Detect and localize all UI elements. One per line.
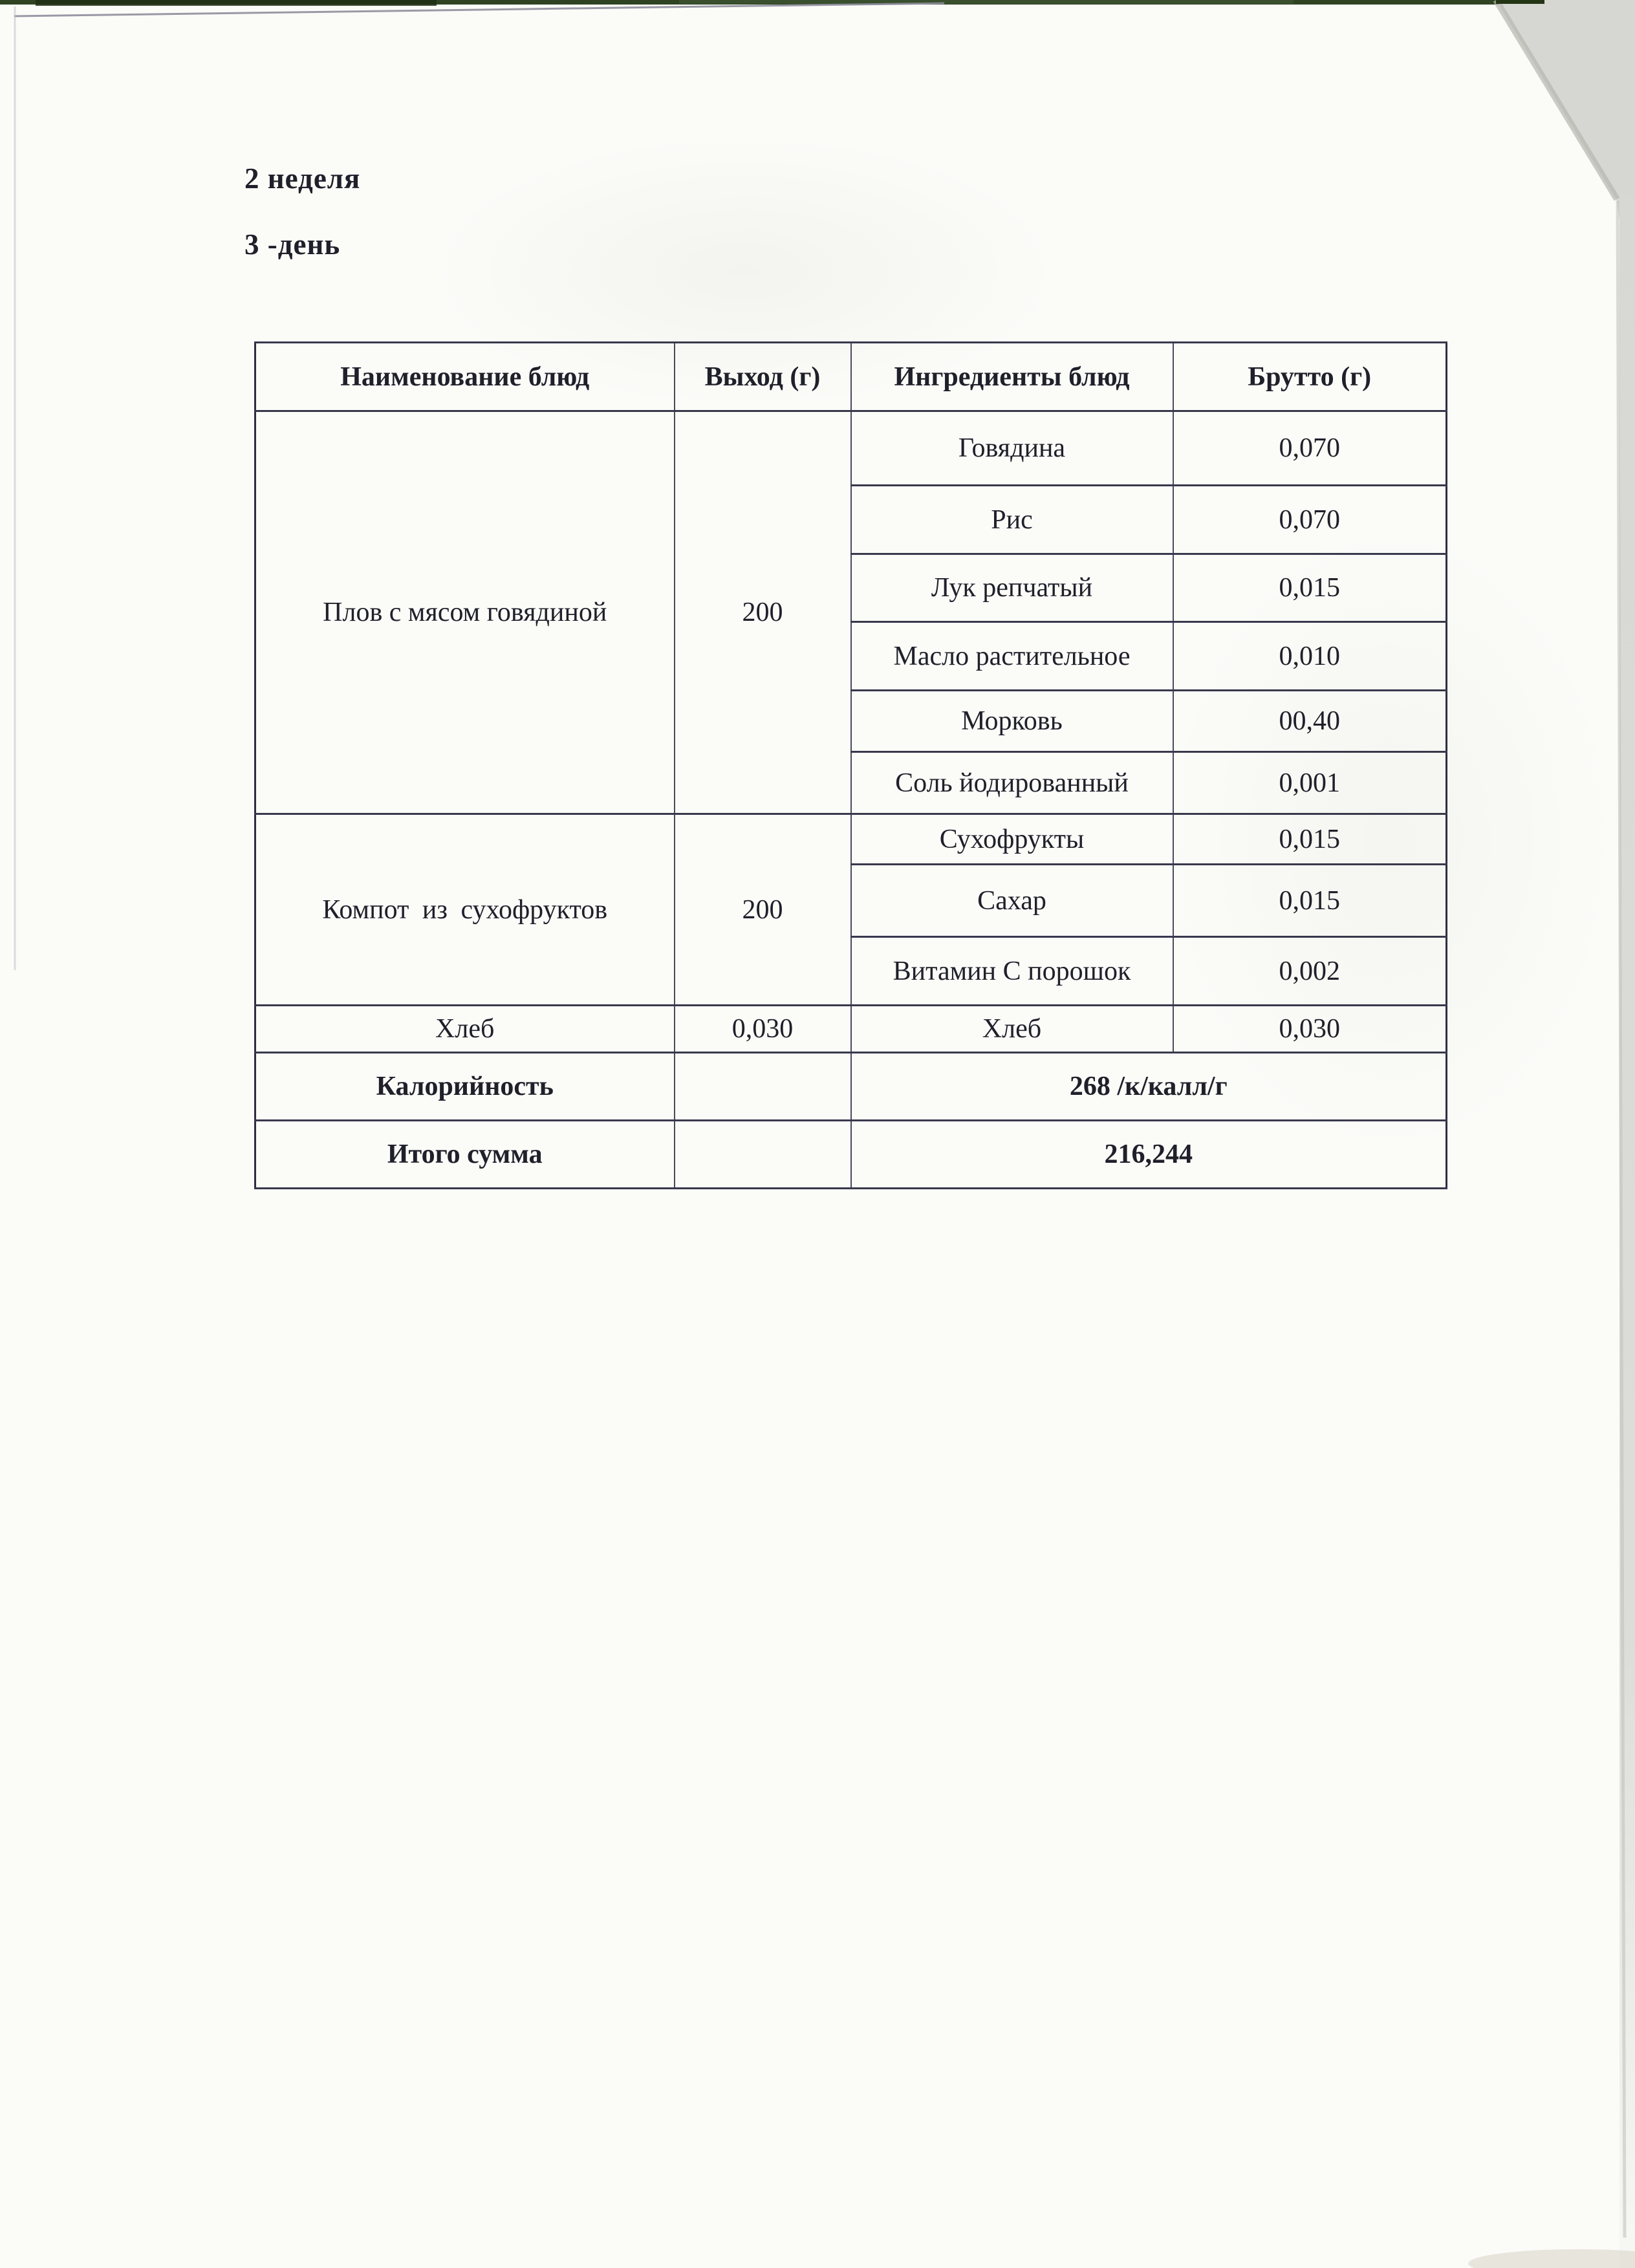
right-edge-sliver [1619,194,1635,2268]
ingredient-name-cell: Масло растительное [851,622,1173,691]
brutto-value-cell: 00,40 [1173,691,1447,752]
brutto-value-cell: 0,070 [1173,486,1447,554]
ingredient-name-cell: Сахар [851,865,1173,937]
empty-cell [675,1053,851,1121]
page-corner-fold [1496,0,1635,336]
brutto-value-cell: 0,015 [1173,814,1447,865]
calories-label: Калорийность [255,1053,675,1121]
brutto-value-cell: 0,002 [1173,937,1447,1006]
table-row [255,1006,1447,1053]
brutto-value-cell: 0,015 [1173,554,1447,622]
ingredient-name-cell: Морковь [851,691,1173,752]
col-header-ingredients: Ингредиенты блюд [851,343,1173,411]
ingredient-name-cell: Витамин С порошок [851,937,1173,1006]
ingredient-name-cell: Говядина [851,411,1173,486]
calories-value: 268 /к/калл/г [851,1053,1447,1121]
week-label: 2 неделя [244,162,361,195]
brutto-value-cell: 0,030 [1173,1006,1447,1053]
table-header-row [255,343,1447,411]
menu-table [254,341,1447,1189]
brutto-value-cell: 0,070 [1173,411,1447,486]
summary-row-calories [255,1053,1447,1121]
ingredient-name-cell: Рис [851,486,1173,554]
brutto-value-cell: 0,001 [1173,752,1447,814]
summary-row-total [255,1121,1447,1189]
table-row [255,814,1447,865]
table-row [255,411,1447,486]
dish-name-cell: Компот из сухофруктов [255,814,675,1006]
day-label: 3 -день [244,228,341,261]
dish-name-cell: Хлеб [255,1006,675,1053]
ingredient-name-cell: Соль йодированный [851,752,1173,814]
ingredient-name-cell: Сухофрукты [851,814,1173,865]
brutto-value-cell: 0,015 [1173,865,1447,937]
ingredient-name-cell: Лук репчатый [851,554,1173,622]
scanner-lid-strip [0,0,1546,5]
page-corner-shadow [1496,0,1617,199]
col-header-brutto: Брутто (г) [1173,343,1447,411]
ingredient-name-cell: Хлеб [851,1006,1173,1053]
empty-cell [675,1121,851,1189]
dish-output-cell: 0,030 [675,1006,851,1053]
dish-output-cell: 200 [675,411,851,814]
total-value: 216,244 [851,1121,1447,1189]
col-header-dish: Наименование блюд [255,343,675,411]
underlay-sheet-edge [14,3,944,16]
dish-output-cell: 200 [675,814,851,1006]
col-header-output: Выход (г) [675,343,851,411]
brutto-value-cell: 0,010 [1173,622,1447,691]
bottom-smudge [1468,2249,1635,2268]
total-label: Итого сумма [255,1121,675,1189]
dish-name-cell: Плов с мясом говядиной [255,411,675,814]
